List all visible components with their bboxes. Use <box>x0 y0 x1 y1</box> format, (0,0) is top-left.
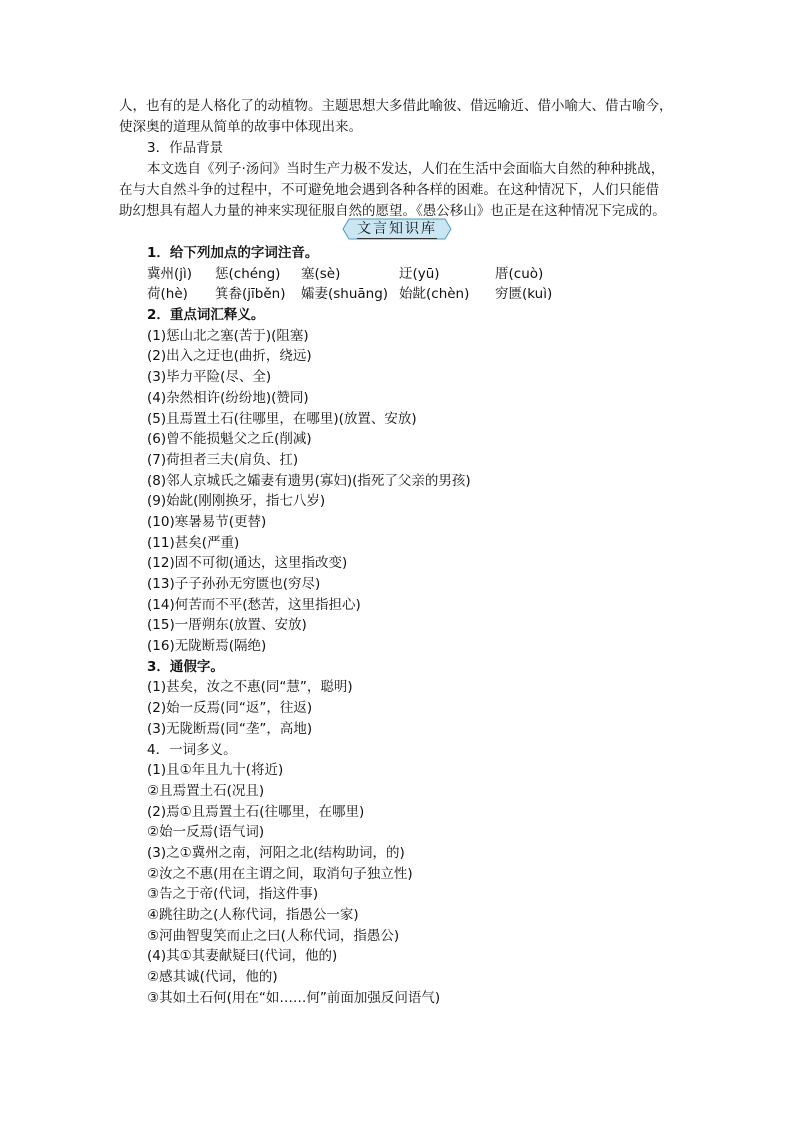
section2-list <box>147 326 687 657</box>
list-item: (12)固不可彻(通达，这里指改变) <box>147 555 348 572</box>
list-item: (4)其①其妻献疑曰(代词，他的) <box>147 948 338 965</box>
intro-paragraph-1 <box>119 96 679 138</box>
list-item: (4)杂然相许(纷纷地)(赞同) <box>147 389 309 406</box>
list-item: ②始一反焉(语气词) <box>147 824 265 841</box>
list-item: (2)出入之迂也(曲折，绕远) <box>147 348 312 365</box>
section-heading-background: 3．作品背景 <box>147 140 224 156</box>
pinyin-item: 冀州(jì) <box>147 265 193 282</box>
intro-section-heading-block <box>119 138 679 159</box>
list-item: (10)寒暑易节(更替) <box>147 513 267 530</box>
list-item: ⑤河曲智叟笑而止之曰(人称代词，指愚公) <box>147 927 400 944</box>
pinyin-item: 迂(yū) <box>399 265 440 282</box>
intro-paragraph-2 <box>119 159 679 222</box>
list-item: ④跳往助之(人称代词，指愚公一家) <box>147 907 359 923</box>
list-item: (13)子子孙孙无穷匮也(穷尽) <box>147 576 321 592</box>
list-item: (8)邻人京城氏之孀妻有遗男(寡妇)(指死了父亲的男孩) <box>147 472 471 489</box>
section1-heading: 1．给下列加点的字词注音。 <box>147 245 319 261</box>
pinyin-item: 荷(hè) <box>147 286 188 303</box>
list-item: (5)且焉置土石(往哪里，在哪里)(放置、安放) <box>147 410 417 427</box>
list-item: (7)荷担者三夫(肩负、扛) <box>147 451 299 468</box>
intro-text-line: 本文选自《列子·汤问》当时生产力极不发达，人们在生活中会面临大自然的种种挑战， <box>147 161 665 177</box>
banner-box <box>342 218 452 240</box>
list-item: (1)惩山北之塞(苦于)(阻塞) <box>147 327 309 344</box>
section4-list <box>147 760 687 1008</box>
pinyin-item: 穷匮(kuì) <box>495 286 553 303</box>
list-item: (3)毕力平险(尽、全) <box>147 369 272 386</box>
main-content <box>147 243 687 1008</box>
list-item: (3)无陇断焉(同“垄”，高地) <box>147 720 313 737</box>
pinyin-item: 箕畚(jīběn) <box>215 286 286 303</box>
pinyin-item: 始龀(chèn) <box>399 286 470 303</box>
section3-heading: 3．通假字。 <box>147 658 224 675</box>
list-item: (9)始龀(刚刚换牙，指七八岁) <box>147 493 326 510</box>
list-item: ②感其诚(代词，他的) <box>147 969 278 986</box>
knowledge-banner <box>0 218 794 240</box>
list-item: (3)之①冀州之南，河阳之北(结构助词，的) <box>147 844 405 861</box>
pinyin-row-2 <box>147 284 687 305</box>
list-item: (1)且①年且九十(将近) <box>147 762 284 779</box>
intro-text-line: 在与大自然斗争的过程中，不可避免地会遇到各种各样的困难。在这种情况下，人们只能借 <box>119 182 659 198</box>
list-item: (6)曾不能损魁父之丘(削减) <box>147 431 312 448</box>
pinyin-item: 惩(chéng) <box>215 265 281 282</box>
list-item: ③告之于帝(代词，指这件事) <box>147 886 319 903</box>
section2-heading: 2．重点词汇释义。 <box>147 307 265 324</box>
list-item: (2)始一反焉(同“返”，往返) <box>147 700 313 717</box>
list-item: (16)无陇断焉(隔绝) <box>147 638 267 655</box>
pinyin-item: 塞(sè) <box>301 265 341 282</box>
list-item: (1)甚矣，汝之不惠(同“慧”，聪明) <box>147 679 353 696</box>
intro-text-line: 助幻想具有超人力量的神来实现征服自然的愿望。《愚公移山》也正是在这种情况下完成的。 <box>119 203 666 219</box>
list-item: (15)一厝朔东(放置、安放) <box>147 617 307 634</box>
list-item: (14)何苦而不平(愁苦，这里指担心) <box>147 596 361 613</box>
banner-title: 文言知识库 <box>357 221 437 237</box>
list-item: ②且焉置土石(况且) <box>147 782 265 799</box>
list-item: ②汝之不惠(用在主谓之间，取消句子独立性) <box>147 865 413 882</box>
pinyin-item: 孀妻(shuāng) <box>301 286 389 303</box>
pinyin-item: 厝(cuò) <box>495 265 544 282</box>
intro-text-line: 人，也有的是人格化了的动植物。主题思想大多借此喻彼、借远喻近、借小喻大、借古喻今， <box>119 98 673 114</box>
section3-list <box>147 677 687 739</box>
list-item: (2)焉①且焉置土石(往哪里，在哪里) <box>147 803 365 820</box>
list-item: ③其如土石何(用在“如……何”前面加强反问语气) <box>147 989 441 1006</box>
list-item: (11)甚矣(严重) <box>147 534 240 551</box>
section4-heading: 4．一词多义。 <box>147 741 237 758</box>
pinyin-row-1 <box>147 264 687 285</box>
banner-text <box>356 221 438 237</box>
intro-text-line: 使深奥的道理从简单的故事中体现出来。 <box>119 119 362 135</box>
